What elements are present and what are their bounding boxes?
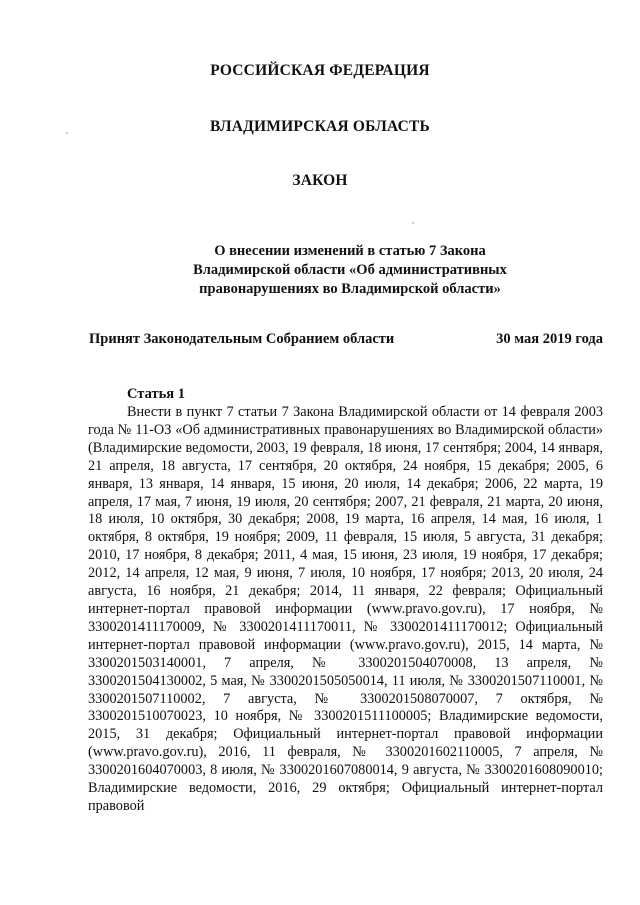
law-title-line-3: правонарушениях во Владимирской области»: [199, 281, 501, 297]
law-title-line-2: Владимирской области «Об административных: [193, 262, 507, 278]
adoption-line: [89, 331, 603, 348]
law-title-line-1: О внесении изменений в статью 7 Закона: [214, 243, 486, 259]
adoption-date: 30 мая 2019 года: [496, 331, 603, 347]
law-title: [160, 242, 540, 299]
law-heading: ЗАКОН: [292, 172, 348, 189]
article-heading: Статья 1: [127, 386, 185, 402]
region-heading: ВЛАДИМИРСКАЯ ОБЛАСТЬ: [210, 118, 430, 135]
adopted-by: Принят Законодательным Собранием области: [89, 331, 395, 347]
scan-speck: [412, 222, 414, 224]
scan-speck: [66, 132, 68, 134]
article-text: Внести в пункт 7 статьи 7 Закона Владимирской области от 14 февраля 2003 года № 11-ОЗ «Об административных правонарушениях во Владимирской области» (Владимирские ведомости, 2003, 19 февраля, 18 июня, 17 сентября; 2004, 14 января, 21 апреля, 18 августа, 17 сентября, 20 октября, 24 ноября, 15 декабря; 2005, 6 января, 13 января, 14 января, 15 июня, 20 июля, 14 декабря; 2006, 22 марта, 19 апреля, 17 мая, 7 июня, 19 июля, 20 сентября; 2007, 21 февраля, 21 марта, 20 июня, 18 июля, 10 октября, 30 декабря; 2008, 19 марта, 16 апреля, 14 мая, 16 июля, 1 октября, 8 октября, 19 ноября; 2009, 11 февраля, 15 июля, 5 августа, 31 декабря; 2010, 17 ноября, 8 декабря; 2011, 4 мая, 15 июня, 23 июля, 19 ноября, 17 декабря; 2012, 14 апреля, 12 мая, 9 июня, 7 июля, 10 ноября, 17 ноября; 2013, 20 июля, 24 августа, 16 ноября, 21 декабря; 2014, 11 января, 22 февраля; Официальный интернет-портал правовой информации (www.pravo.gov.ru), 17 ноября, № 3300201411170009, № 3300201411170011, № 3300201411170012; Официальный интернет-портал правовой информации (www.pravo.gov.ru), 2015, 14 марта, № 3300201503140001, 7 апреля, № 3300201504070008, 13 апреля, № 3300201504130002, 5 мая, № 3300201505050014, 11 июля, № 3300201507110001, № 3300201507110002, 7 августа, № 3300201508070007, 7 октября, № 3300201510070023, 10 ноября, № 3300201511100005; Владимирские ведомости, 2015, 31 декабря; Официальный интернет-портал правовой информации (www.pravo.gov.ru), 2016, 11 февраля, № 3300201602110005, 7 апреля, № 3300201604070003, 8 июля, № 3300201607080014, 9 августа, № 3300201608090010; Владимирские ведомости, 2016, 29 октября; Официальный интернет-портал правовой: [88, 404, 603, 814]
federation-heading: РОССИЙСКАЯ ФЕДЕРАЦИЯ: [210, 62, 430, 79]
